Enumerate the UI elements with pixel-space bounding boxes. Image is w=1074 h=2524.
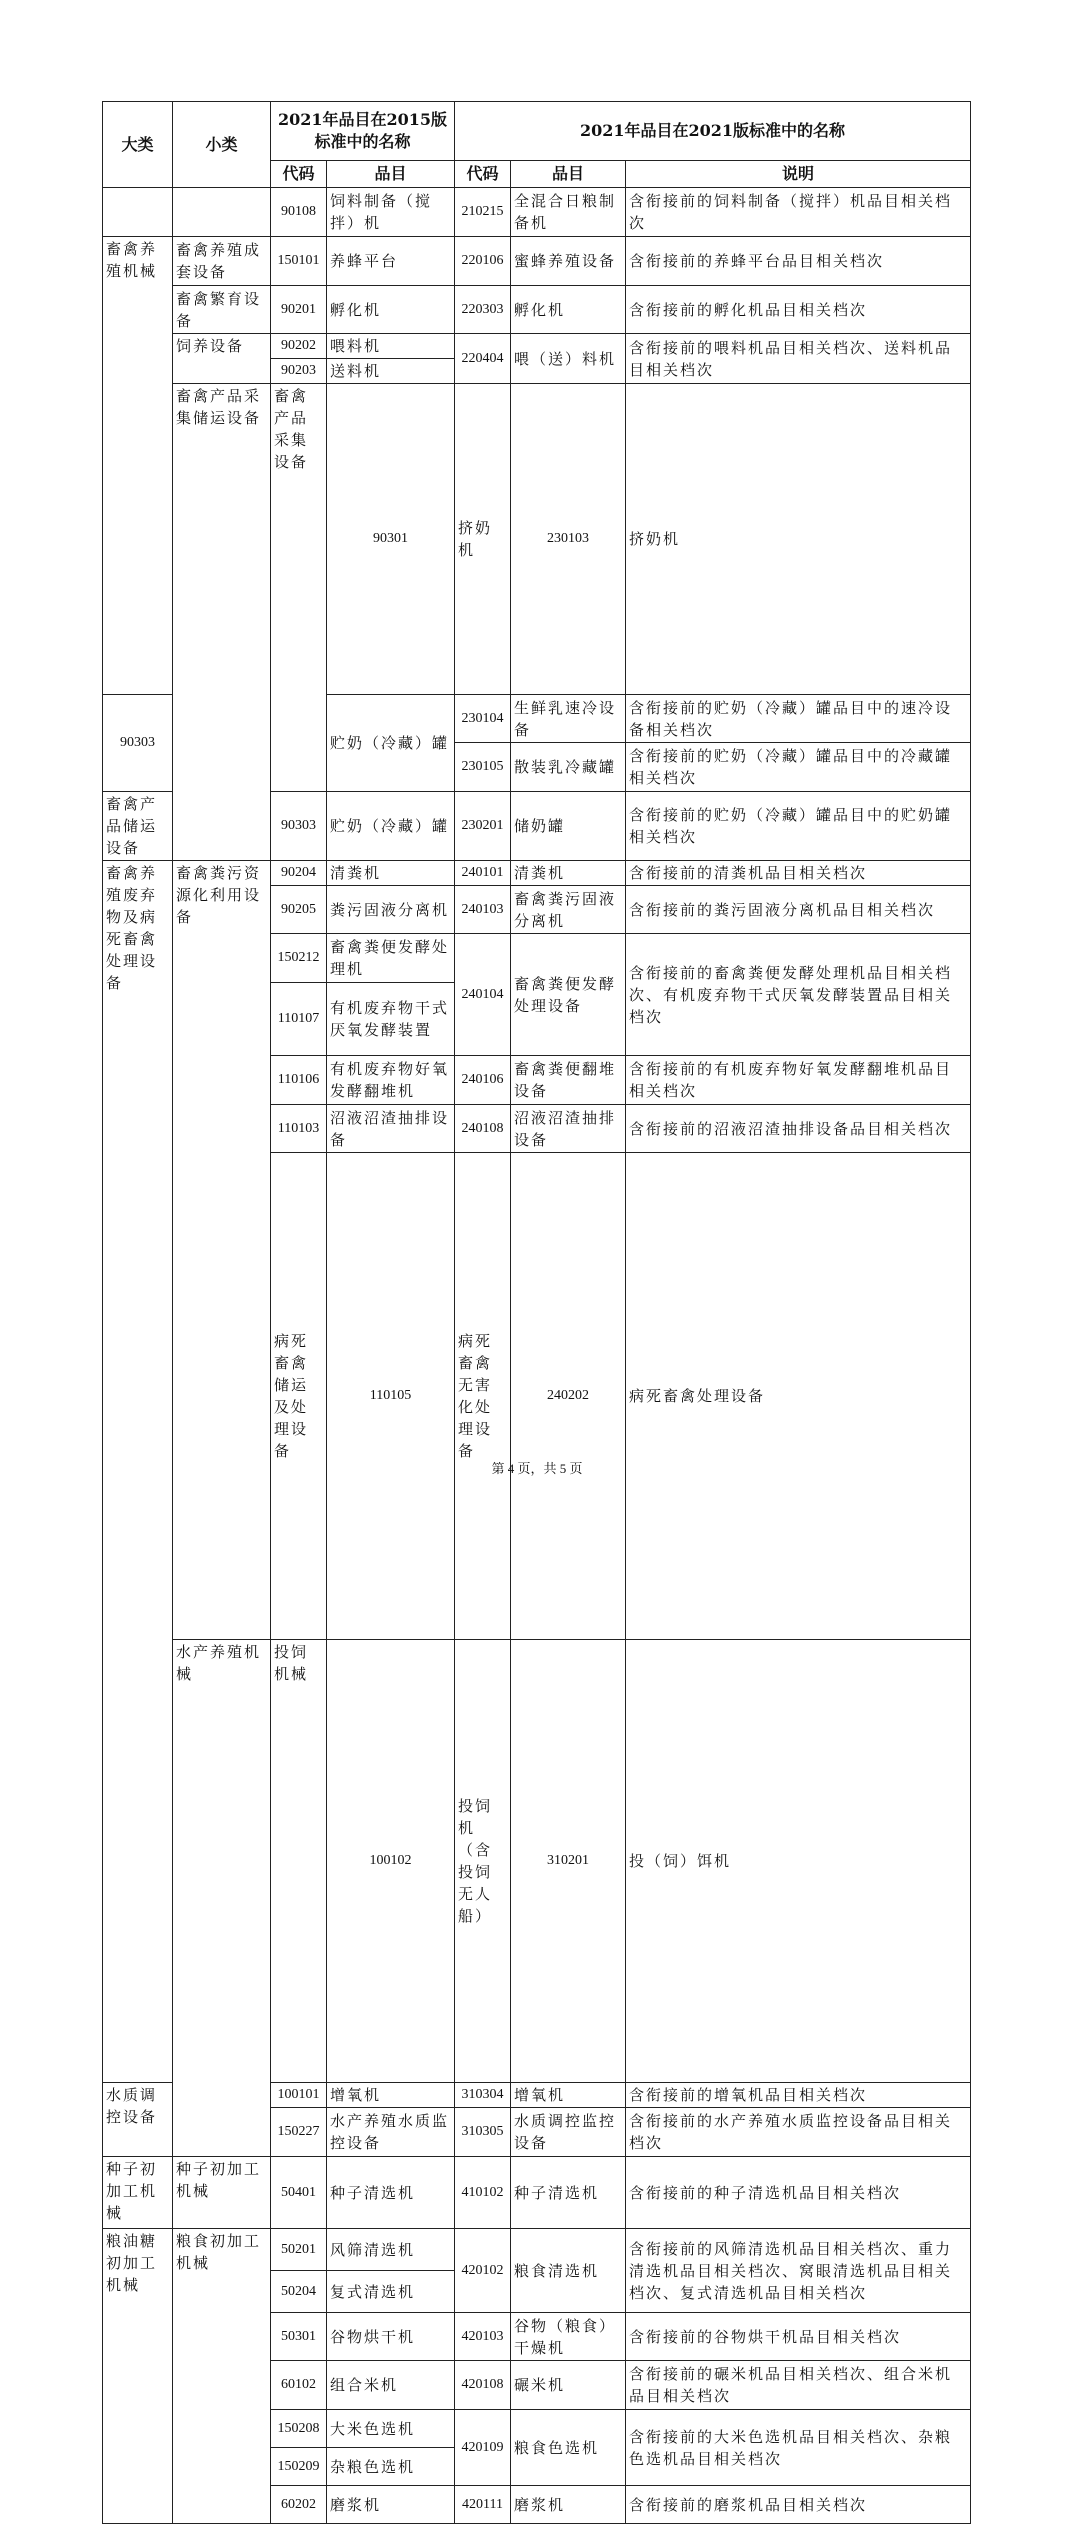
new-item-cell: 生鲜乳速冷设备 xyxy=(511,695,626,743)
old-item-cell: 杂粮色选机 xyxy=(327,2448,455,2486)
table-row xyxy=(103,384,971,695)
old-code-cell: 50201 xyxy=(271,2229,327,2271)
old-item-cell: 清粪机 xyxy=(327,861,455,886)
old-code-cell: 90303 xyxy=(103,695,173,792)
description-cell: 含衔接前的碾米机品目相关档次、组合米机品目相关档次 xyxy=(626,2361,971,2410)
description-cell: 含衔接前的沼液沼渣抽排设备品目相关档次 xyxy=(626,1105,971,1153)
new-code-cell: 220404 xyxy=(455,334,511,384)
new-code-cell: 420109 xyxy=(455,2410,511,2486)
old-code-cell: 110106 xyxy=(271,1056,327,1105)
description-cell: 含衔接前的谷物烘干机品目相关档次 xyxy=(626,2313,971,2361)
old-code-cell: 90201 xyxy=(271,286,327,334)
new-code-cell: 240101 xyxy=(455,861,511,886)
minor-category-cell: 病死畜禽储运及处理设备 xyxy=(271,1153,327,1640)
new-code-cell: 240202 xyxy=(511,1153,626,1640)
equipment-mapping-table xyxy=(102,101,971,2524)
old-item-cell: 大米色选机 xyxy=(327,2410,455,2448)
old-code-cell: 100101 xyxy=(271,2083,327,2108)
old-item-cell: 饲料制备（搅拌）机 xyxy=(327,188,455,237)
new-code-cell: 420111 xyxy=(455,2486,511,2524)
old-item-cell: 复式清选机 xyxy=(327,2271,455,2313)
table-row xyxy=(103,286,971,334)
page-footer: 第 4 页，共 5 页 xyxy=(491,1461,583,1476)
table-row xyxy=(103,334,971,359)
description-cell: 含衔接前的贮奶（冷藏）罐品目中的贮奶罐相关档次 xyxy=(626,792,971,861)
new-code-cell: 420102 xyxy=(455,2229,511,2313)
old-item-cell: 挤奶机 xyxy=(455,384,511,695)
old-item-cell: 孵化机 xyxy=(327,286,455,334)
description-cell: 含衔接前的畜禽粪便发酵处理机品目相关档次、有机废弃物干式厌氧发酵装置品目相关档次 xyxy=(626,934,971,1056)
minor-category-cell: 畜禽产品采集设备 xyxy=(271,384,327,792)
new-code-cell: 230105 xyxy=(455,743,511,792)
table-row xyxy=(103,861,971,886)
old-item-cell: 水产养殖水质监控设备 xyxy=(327,2108,455,2157)
header-new-code: 代码 xyxy=(455,161,511,188)
description-cell: 含衔接前的贮奶（冷藏）罐品目中的冷藏罐相关档次 xyxy=(626,743,971,792)
description-cell: 含衔接前的粪污固液分离机品目相关档次 xyxy=(626,886,971,934)
new-item-cell: 畜禽粪便发酵处理设备 xyxy=(511,934,626,1056)
table-row xyxy=(103,1640,971,2083)
description-cell: 含衔接前的种子清选机品目相关档次 xyxy=(626,2157,971,2229)
new-code-cell: 220106 xyxy=(455,237,511,286)
new-code-cell: 240108 xyxy=(455,1105,511,1153)
description-cell: 含衔接前的增氧机品目相关档次 xyxy=(626,2083,971,2108)
minor-category-cell: 畜禽粪污资源化利用设备 xyxy=(173,861,271,1640)
major-category-cell: 畜禽产品采集储运设备 xyxy=(173,384,271,861)
old-item-cell: 病死畜禽无害化处理设备 xyxy=(455,1153,511,1640)
old-code-cell: 90202 xyxy=(271,334,327,359)
minor-category-cell: 粮食初加工机械 xyxy=(173,2229,271,2524)
new-item-cell: 挤奶机 xyxy=(626,384,971,695)
major-category-cell: 粮油糖初加工机械 xyxy=(103,2229,173,2524)
minor-category-cell: 水质调控设备 xyxy=(103,2083,173,2157)
old-code-cell: 90108 xyxy=(271,188,327,237)
new-code-cell: 310305 xyxy=(455,2108,511,2157)
table-row xyxy=(103,237,971,286)
minor-category-cell: 投饲机械 xyxy=(271,1640,327,2083)
old-code-cell: 50401 xyxy=(271,2157,327,2229)
header-2015-name: 2021年品目在2015版标准中的名称 xyxy=(271,102,455,161)
new-item-cell: 谷物（粮食）干燥机 xyxy=(511,2313,626,2361)
old-code-cell: 150209 xyxy=(271,2448,327,2486)
old-code-cell: 90205 xyxy=(271,886,327,934)
old-code-cell: 90203 xyxy=(271,359,327,384)
old-code-cell: 50301 xyxy=(271,2313,327,2361)
old-item-cell: 投饲机（含投饲无人船） xyxy=(455,1640,511,2083)
header-minor-category: 小类 xyxy=(173,102,271,188)
major-category-cell: 畜禽养殖废弃物及病死畜禽处理设备 xyxy=(103,861,173,2083)
minor-category-cell: 畜禽养殖成套设备 xyxy=(173,237,271,286)
new-code-cell: 420108 xyxy=(455,2361,511,2410)
old-item-cell: 有机废弃物干式厌氧发酵装置 xyxy=(327,983,455,1056)
new-code-cell: 310201 xyxy=(511,1640,626,2083)
new-item-cell: 粮食色选机 xyxy=(511,2410,626,2486)
description-cell: 含衔接前的喂料机品目相关档次、送料机品目相关档次 xyxy=(626,334,971,384)
description-cell: 含衔接前的贮奶（冷藏）罐品目中的速冷设备相关档次 xyxy=(626,695,971,743)
description-cell: 含衔接前的养蜂平台品目相关档次 xyxy=(626,237,971,286)
old-item-cell: 组合米机 xyxy=(327,2361,455,2410)
new-item-cell: 蜜蜂养殖设备 xyxy=(511,237,626,286)
old-item-cell: 增氧机 xyxy=(327,2083,455,2108)
description-cell: 含衔接前的清粪机品目相关档次 xyxy=(626,861,971,886)
description-cell: 含衔接前的有机废弃物好氧发酵翻堆机品目相关档次 xyxy=(626,1056,971,1105)
old-code-cell: 50204 xyxy=(271,2271,327,2313)
new-item-cell: 喂（送）料机 xyxy=(511,334,626,384)
major-category-cell: 水产养殖机械 xyxy=(173,1640,271,2157)
description-cell: 含衔接前的风筛清选机品目相关档次、重力清选机品目相关档次、窝眼清选机品目相关档次、复式清选机品目相关档次 xyxy=(626,2229,971,2313)
old-item-cell: 沼液沼渣抽排设备 xyxy=(327,1105,455,1153)
new-item-cell: 孵化机 xyxy=(511,286,626,334)
old-code-cell: 110107 xyxy=(271,983,327,1056)
new-item-cell: 散装乳冷藏罐 xyxy=(511,743,626,792)
old-item-cell: 喂料机 xyxy=(327,334,455,359)
new-code-cell: 210215 xyxy=(455,188,511,237)
old-item-cell: 养蜂平台 xyxy=(327,237,455,286)
description-cell: 含衔接前的大米色选机品目相关档次、杂粮色选机品目相关档次 xyxy=(626,2410,971,2486)
new-item-cell: 清粪机 xyxy=(511,861,626,886)
table-row xyxy=(103,2157,971,2229)
old-item-cell: 有机废弃物好氧发酵翻堆机 xyxy=(327,1056,455,1105)
old-item-cell: 磨浆机 xyxy=(327,2486,455,2524)
header-old-item: 品目 xyxy=(327,161,455,188)
old-item-cell: 谷物烘干机 xyxy=(327,2313,455,2361)
major-category-cell: 畜禽养殖机械 xyxy=(103,237,173,695)
old-code-cell: 110105 xyxy=(327,1153,455,1640)
major-category-cell xyxy=(103,188,173,237)
new-code-cell: 240106 xyxy=(455,1056,511,1105)
description-cell: 含衔接前的孵化机品目相关档次 xyxy=(626,286,971,334)
new-code-cell: 410102 xyxy=(455,2157,511,2229)
old-item-cell: 贮奶（冷藏）罐 xyxy=(327,792,455,861)
old-code-cell: 60102 xyxy=(271,2361,327,2410)
minor-category-cell: 饲养设备 xyxy=(173,334,271,384)
new-code-cell: 230103 xyxy=(511,384,626,695)
old-code-cell: 90204 xyxy=(271,861,327,886)
old-code-cell: 150101 xyxy=(271,237,327,286)
header-description: 说明 xyxy=(626,161,971,188)
old-code-cell: 90303 xyxy=(271,792,327,861)
old-code-cell: 90301 xyxy=(327,384,455,695)
minor-category-cell: 畜禽产品储运设备 xyxy=(103,792,173,861)
header-new-item: 品目 xyxy=(511,161,626,188)
description-cell: 含衔接前的水产养殖水质监控设备品目相关档次 xyxy=(626,2108,971,2157)
old-item-cell: 贮奶（冷藏）罐 xyxy=(327,695,455,792)
new-code-cell: 220303 xyxy=(455,286,511,334)
old-item-cell: 粪污固液分离机 xyxy=(327,886,455,934)
new-item-cell: 种子清选机 xyxy=(511,2157,626,2229)
old-item-cell: 畜禽粪便发酵处理机 xyxy=(327,934,455,983)
new-item-cell: 增氧机 xyxy=(511,2083,626,2108)
minor-category-cell xyxy=(173,188,271,237)
header-2021-name: 2021年品目在2021版标准中的名称 xyxy=(455,102,971,161)
old-item-cell: 风筛清选机 xyxy=(327,2229,455,2271)
new-item-cell: 全混合日粮制备机 xyxy=(511,188,626,237)
new-code-cell: 240104 xyxy=(455,934,511,1056)
new-item-cell: 投（饲）饵机 xyxy=(626,1640,971,2083)
header-old-code: 代码 xyxy=(271,161,327,188)
old-code-cell: 60202 xyxy=(271,2486,327,2524)
new-code-cell: 240103 xyxy=(455,886,511,934)
old-code-cell: 100102 xyxy=(327,1640,455,2083)
description-cell: 含衔接前的饲料制备（搅拌）机品目相关档次 xyxy=(626,188,971,237)
major-category-cell: 种子初加工机械 xyxy=(103,2157,173,2229)
header-major-category: 大类 xyxy=(103,102,173,188)
new-code-cell: 310304 xyxy=(455,2083,511,2108)
new-item-cell: 畜禽粪污固液分离机 xyxy=(511,886,626,934)
table-row xyxy=(103,188,971,237)
old-code-cell: 110103 xyxy=(271,1105,327,1153)
old-item-cell: 送料机 xyxy=(327,359,455,384)
new-item-cell: 水质调控监控设备 xyxy=(511,2108,626,2157)
new-item-cell: 沼液沼渣抽排设备 xyxy=(511,1105,626,1153)
new-item-cell: 畜禽粪便翻堆设备 xyxy=(511,1056,626,1105)
new-code-cell: 420103 xyxy=(455,2313,511,2361)
old-code-cell: 150227 xyxy=(271,2108,327,2157)
new-item-cell: 储奶罐 xyxy=(511,792,626,861)
old-code-cell: 150208 xyxy=(271,2410,327,2448)
new-item-cell: 磨浆机 xyxy=(511,2486,626,2524)
minor-category-cell: 畜禽繁育设备 xyxy=(173,286,271,334)
old-item-cell: 种子清选机 xyxy=(327,2157,455,2229)
header-row xyxy=(103,102,971,161)
new-item-cell: 病死畜禽处理设备 xyxy=(626,1153,971,1640)
old-code-cell: 150212 xyxy=(271,934,327,983)
table-row xyxy=(103,2229,971,2271)
new-code-cell: 230201 xyxy=(455,792,511,861)
new-code-cell: 230104 xyxy=(455,695,511,743)
new-item-cell: 粮食清选机 xyxy=(511,2229,626,2313)
new-item-cell: 碾米机 xyxy=(511,2361,626,2410)
minor-category-cell: 种子初加工机械 xyxy=(173,2157,271,2229)
description-cell: 含衔接前的磨浆机品目相关档次 xyxy=(626,2486,971,2524)
